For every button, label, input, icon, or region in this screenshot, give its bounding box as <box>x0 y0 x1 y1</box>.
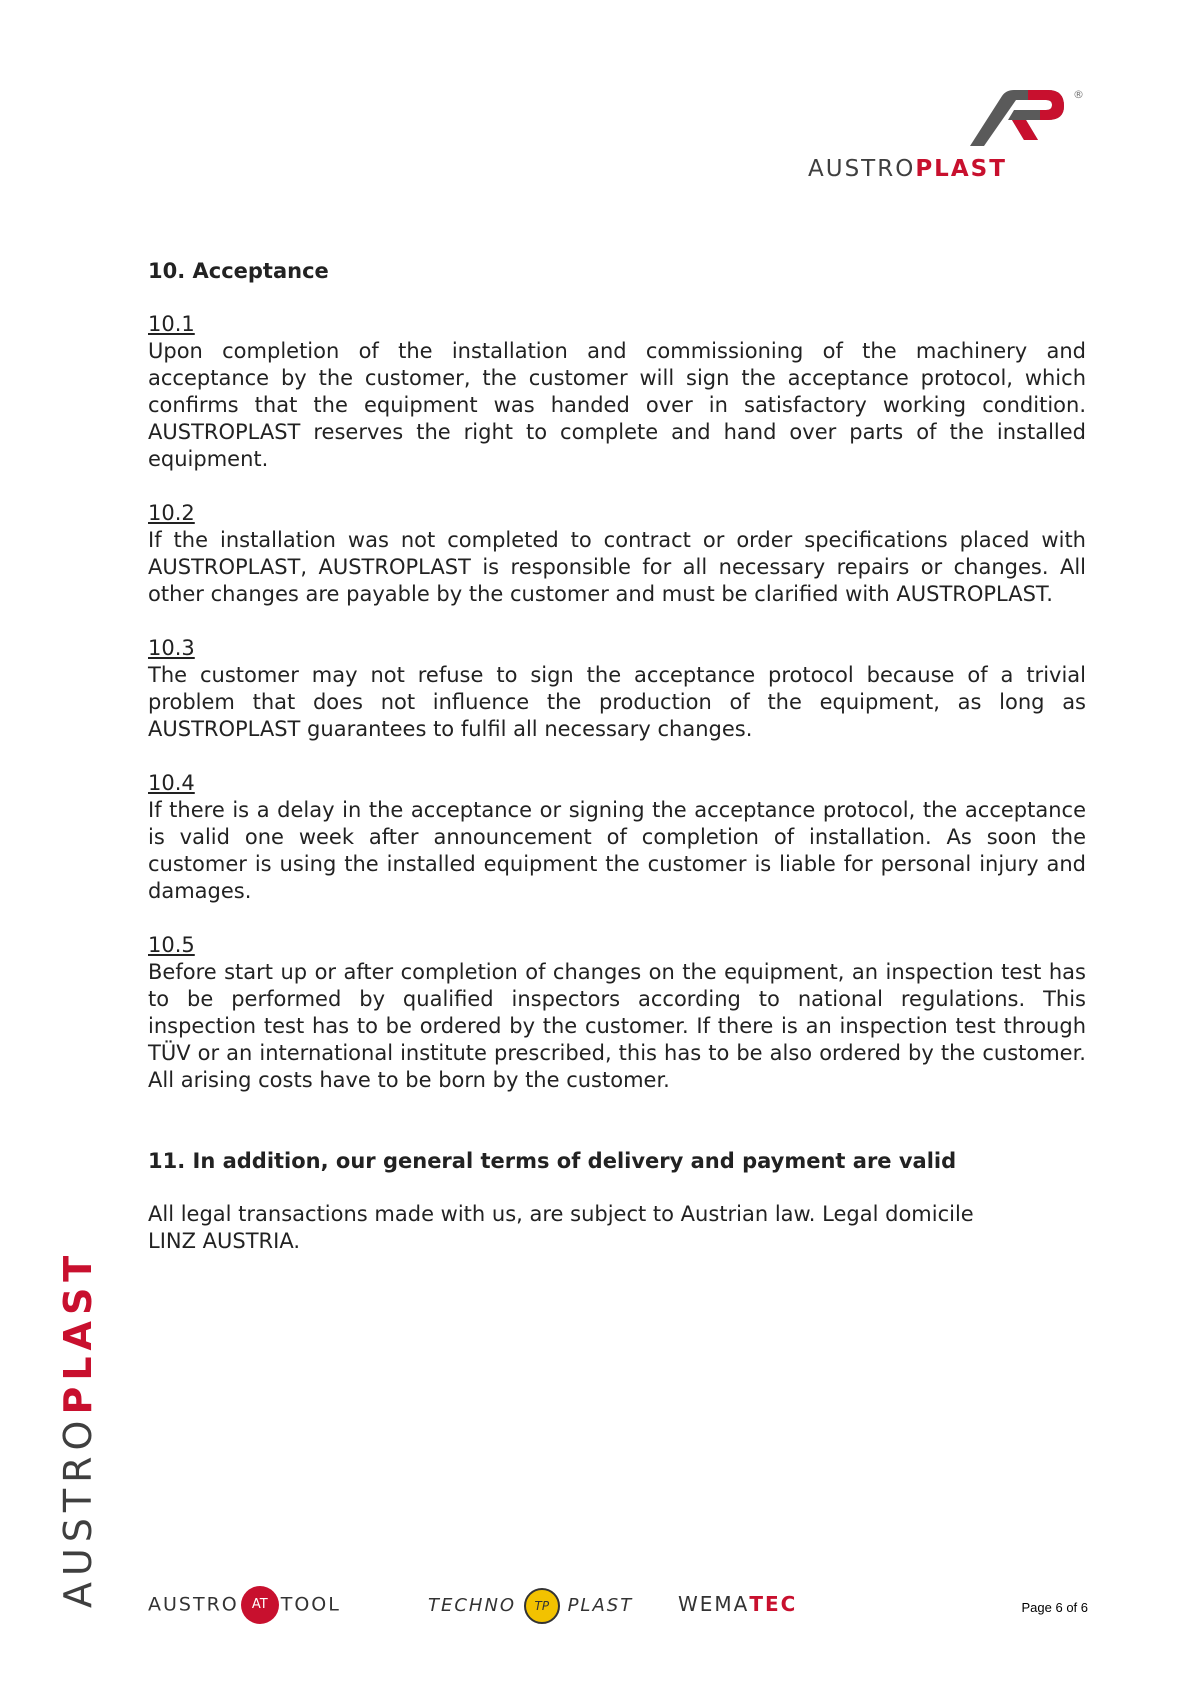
section-11-heading: 11. In addition, our general terms of delivery and payment are valid <box>148 1149 957 1173</box>
section-11-line-1: All legal transactions made with us, are subject to Austrian law. Legal domicile <box>148 1202 974 1226</box>
wordmark-austro: AUSTRO <box>808 156 916 182</box>
clause-10-2 <box>148 500 1086 608</box>
section-10-heading: 10. Acceptance <box>148 259 329 283</box>
clause-10-3 <box>148 635 1086 743</box>
side-brand-plast: PLAST <box>56 1249 100 1415</box>
side-brand-austro: AUSTRO <box>56 1414 100 1608</box>
techno-plast-left: TECHNO <box>428 1595 517 1616</box>
austro-tool-right: TOOL <box>280 1593 341 1616</box>
clause-text: The customer may not refuse to sign the acceptance protocol because of a trivial problem that does not influence the production of the equipment, as long as AUSTROPLAST guarantees to fulfil all necessary changes. <box>148 663 1086 741</box>
footer-logos <box>148 1580 1088 1640</box>
clause-10-4 <box>148 770 1086 905</box>
wordmark-plast: PLAST <box>915 156 1007 182</box>
clause-number: 10.3 <box>148 636 195 660</box>
document-body <box>148 258 1086 1255</box>
clause-text: Upon completion of the installation and commissioning of the machinery and acceptance by the customer, the customer will sign the acceptance protocol, which confirms that the equipment was handed over in satisfactory working condition. AUSTROPLAST reserves the right to complete and hand over parts of the installed equipment. <box>148 339 1086 471</box>
clause-10-5 <box>148 932 1086 1094</box>
clause-number: 10.1 <box>148 312 195 336</box>
registered-mark: ® <box>1073 88 1084 101</box>
wematec-logo <box>678 1592 797 1616</box>
tp-badge-icon: TP <box>524 1588 560 1624</box>
techno-plast-logo <box>428 1588 633 1624</box>
clause-number: 10.5 <box>148 933 195 957</box>
wematec-tec: TEC <box>749 1592 798 1616</box>
wematec-wema: WEMA <box>678 1592 750 1616</box>
logo-wordmark <box>808 156 1007 182</box>
ap-emblem-icon <box>968 88 1068 150</box>
page-number: Page 6 of 6 <box>1021 1600 1088 1615</box>
austroplast-logo <box>808 88 1088 188</box>
clause-text: If there is a delay in the acceptance or signing the acceptance protocol, the acceptance is valid one week after announcement of completion of installation. As soon the customer is using the installed equipment the customer is liable for personal injury and damages. <box>148 798 1086 903</box>
clause-number: 10.2 <box>148 501 195 525</box>
austro-tool-logo <box>148 1586 341 1624</box>
clause-number: 10.4 <box>148 771 195 795</box>
at-badge-icon: AT <box>241 1586 279 1624</box>
clause-10-1 <box>148 311 1086 473</box>
clause-text: If the installation was not completed to contract or order specifications placed with AUSTROPLAST, AUSTROPLAST is responsible for all necessary repairs or changes. All other changes are payable by the customer and must be clarified with AUSTROPLAST. <box>148 528 1086 606</box>
clause-text: Before start up or after completion of changes on the equipment, an inspection test has to be performed by qualified inspectors according to national regulations. This inspection test has to be ordered by the customer. If there is an inspection test through TÜV or an international institute prescribed, this has to be also ordered by the customer. All arising costs have to be born by the customer. <box>148 960 1086 1092</box>
section-11-line-2: LINZ AUSTRIA. <box>148 1229 301 1253</box>
side-brand-vertical <box>56 1250 100 1608</box>
austro-tool-left: AUSTRO <box>148 1593 239 1616</box>
section-11-text <box>148 1201 1086 1255</box>
techno-plast-right: PLAST <box>567 1595 634 1616</box>
